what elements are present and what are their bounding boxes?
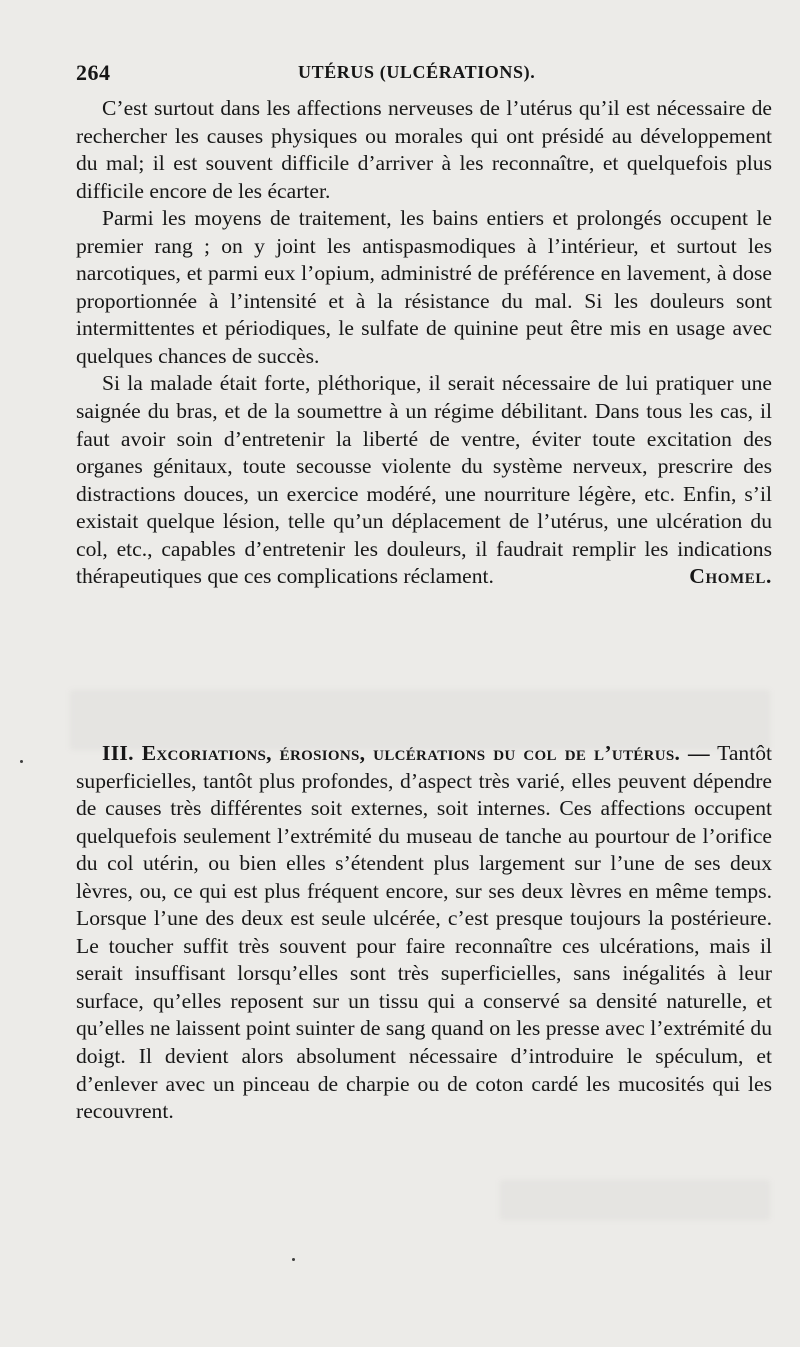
author-signature: Chomel. [689,564,772,589]
page-number: 264 [76,60,111,85]
ink-speck [20,760,23,763]
section-iii [76,740,772,1126]
ink-speck [292,1258,295,1261]
paragraph-nervous-affections: C’est surtout dans les affections nerveuses de l’utérus qu’il est nécessaire de rechercher les causes physiques ou morales qui ont présidé au développement du mal; il est souvent difficile d’arriver à les reconnaître, et quelquefois plus difficile encore de les écarter. [76,96,772,203]
section-body: Tantôt superficielles, tantôt plus profondes, d’aspect très varié, elles peuvent dépendre de causes très différentes soit externes, soit internes. Ces affections occupent quelquefois seulement l’extrémité du museau de tanche au pourtour de l’orifice du col utérin, ou bien elles s’étendent plus largement sur l’une de ses deux lèvres, ou, ce qui est plus fréquent encore, sur ses deux lèvres en même temps. Lorsque l’une des deux est seule ulcérée, c’est presque toujours la postérieure. Le toucher suffit très souvent pour faire reconnaître ces ulcérations, mais il serait insuffisant lorsqu’elles sont très superficielles, sans inégalités à leur surface, qu’elles reposent sur un tissu qui a conservé sa densité naturelle, et qu’elles ne laissent point suinter de sang quand on les presse avec l’extrémité du doigt. Il devient alors absolument nécessaire d’introduire le spéculum, et d’enlever avec un pinceau de charpie ou de coton cardé les mucosités qui les recouvrent. [76,741,773,1124]
paragraph-regime [76,370,772,590]
upper-text-block [76,95,772,591]
paragraph-regime-text: Si la malade était forte, pléthorique, il serait nécessaire de lui pratiquer une saignée du bras, et de la soumettre à un régime débilitant. Dans tous les cas, il faut avoir soin d’entretenir la liberté de ventre, éviter toute excitation des organes génitaux, toute secousse violente du système nerveux, prescrire des distractions douces, un exercice modéré, une nourriture légère, etc. Enfin, s’il existait quelque lésion, telle qu’un déplacement de l’utérus, une ulcération du col, etc., capables d’entretenir les douleurs, il faudrait remplir les indications thérapeutiques que ces complications réclament. [76,371,772,589]
show-through-shadow [500,1180,770,1220]
running-head: UTÉRUS (ULCÉRATIONS). [298,62,536,82]
page-header [76,60,766,90]
section-heading: III. Excoriations, érosions, ulcérations du col de l’utérus. — [102,741,710,765]
paragraph-treatment: Parmi les moyens de traitement, les bains entiers et prolongés occupent le premier rang ; on y joint les antispasmodiques à l’intérieur, et surtout les narcotiques, et parmi eux l’opium, administré de préférence en lavement, à dose proportionnée à l’intensité et à la résistance du mal. Si les douleurs sont intermittentes et périodiques, le sulfate de quinine peut être mis en usage avec quelques chances de succès. [76,206,772,368]
section-iii-paragraph [76,740,772,1126]
